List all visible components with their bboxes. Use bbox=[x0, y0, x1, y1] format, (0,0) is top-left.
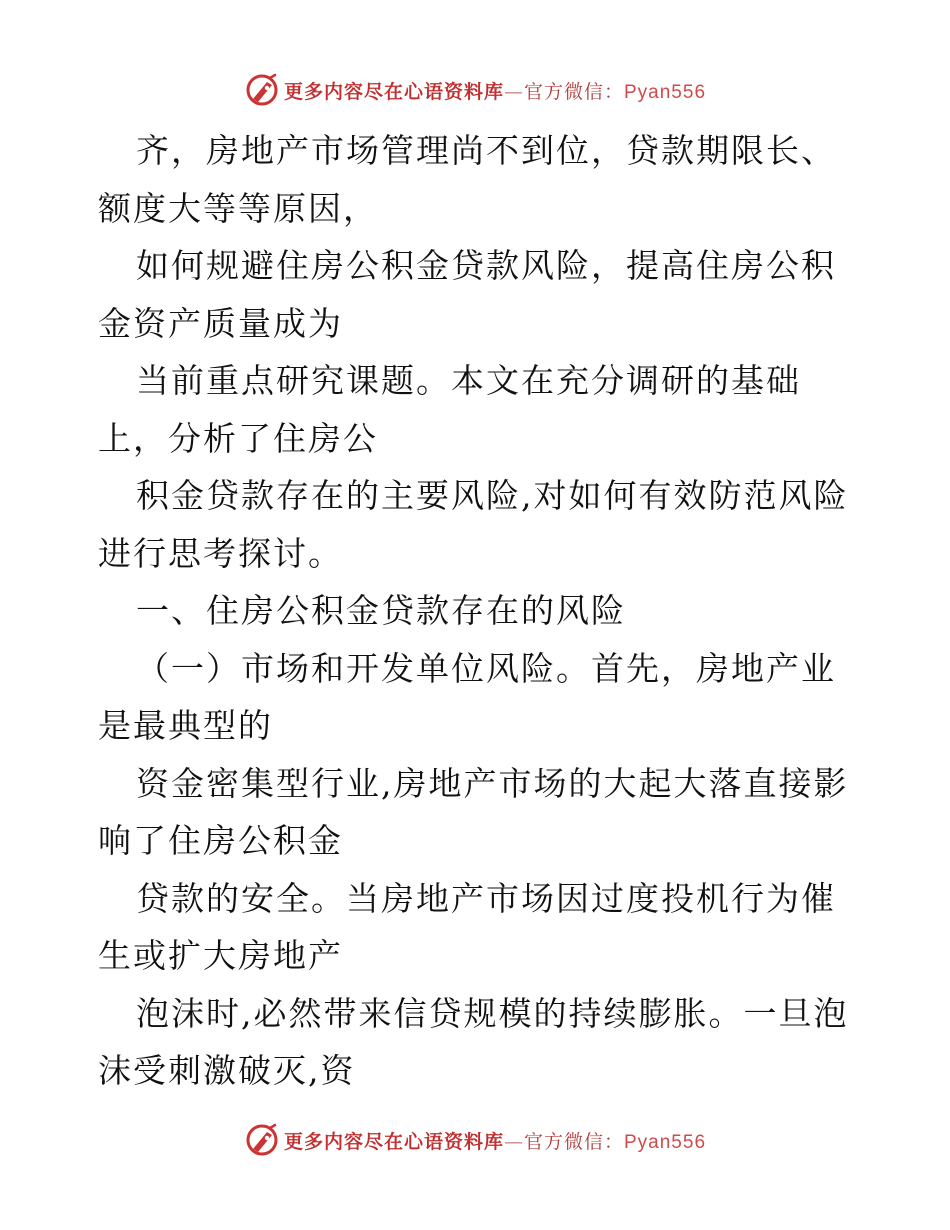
paragraph: 积金贷款存在的主要风险,对如何有效防范风险进行思考探讨。 bbox=[98, 476, 849, 573]
paragraph: 当前重点研究课题。本文在充分调研的基础上，分析了住房公 bbox=[98, 361, 801, 458]
section-heading: 一、住房公积金贷款存在的风险 bbox=[136, 591, 626, 630]
watermark-id: Pyan556 bbox=[624, 1131, 707, 1153]
pen-logo-icon bbox=[244, 1122, 280, 1158]
paragraph: 泡沫时,必然带来信贷规模的持续膨胀。一旦泡沫受刺激破灭,资 bbox=[98, 993, 849, 1090]
watermark-text bbox=[284, 77, 706, 104]
watermark-text bbox=[284, 1127, 706, 1154]
watermark-dash: — bbox=[503, 80, 524, 103]
watermark-brand: 更多内容尽在心语资料库 bbox=[283, 80, 504, 103]
watermark-header bbox=[0, 70, 950, 110]
paragraph: 如何规避住房公积金贷款风险，提高住房公积金资产质量成为 bbox=[98, 246, 836, 343]
watermark-official: 官方微信： bbox=[523, 1130, 624, 1153]
document-body bbox=[98, 122, 858, 1100]
paragraph: 资金密集型行业,房地产市场的大起大落直接影响了住房公积金 bbox=[98, 763, 849, 860]
watermark-dash: — bbox=[503, 1130, 524, 1153]
pen-logo-icon bbox=[244, 72, 280, 108]
watermark-footer bbox=[0, 1120, 950, 1160]
watermark-official: 官方微信： bbox=[523, 80, 624, 103]
paragraph: （一）市场和开发单位风险。首先，房地产业是最典型的 bbox=[98, 648, 836, 745]
watermark-brand: 更多内容尽在心语资料库 bbox=[283, 1130, 504, 1153]
paragraph: 齐，房地产市场管理尚不到位，贷款期限长、额度大等等原因， bbox=[98, 131, 836, 228]
paragraph: 贷款的安全。当房地产市场因过度投机行为催生或扩大房地产 bbox=[98, 878, 836, 975]
watermark-id: Pyan556 bbox=[624, 81, 707, 103]
